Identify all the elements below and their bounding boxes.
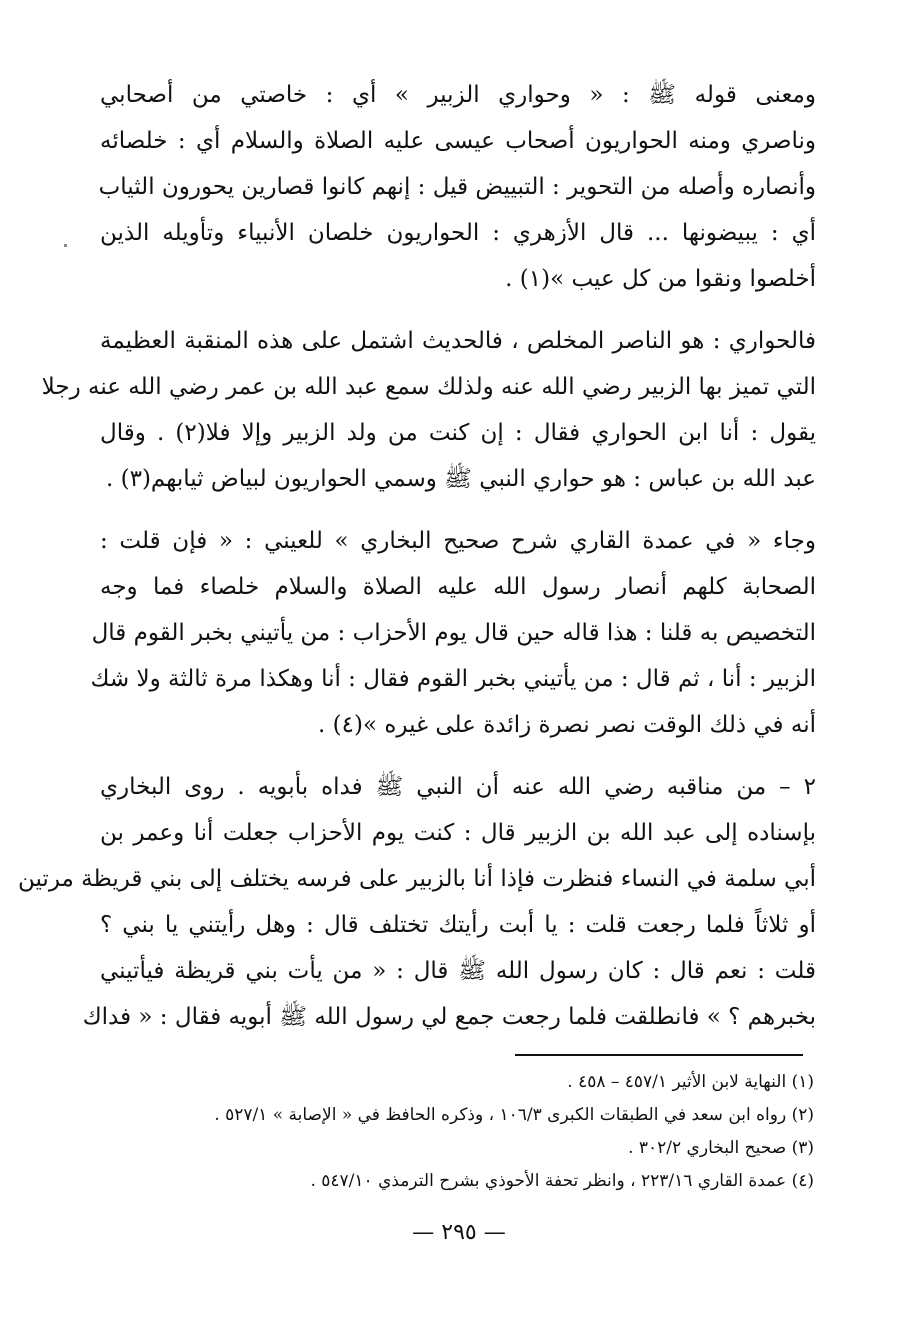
paragraph (41, 318, 816, 502)
text-line: الصحابة كلهم أنصار رسول الله عليه الصلاة والسلام خلصاء فما وجه (100, 574, 816, 600)
text-line: الزبير : أنا ، ثم قال : من يأتيني بخبر القوم فقال : أنا وهكذا مرة ثالثة ولا شك (90, 666, 816, 692)
text-line: أخلصوا ونقوا من كل عيب »(١) . (505, 266, 816, 292)
margin-dot (64, 244, 67, 247)
paragraph-gap (100, 502, 816, 518)
text-line: بخبرهم ؟ » فانطلقت فلما رجعت جمع لي رسول الله ﷺ أبويه فقال : « فداك (82, 1004, 816, 1030)
text-line: وأنصاره وأصله من التحوير : التبييض قيل : إنهم كانوا قصارين يحورون الثياب (98, 174, 816, 200)
main-text (17, 72, 816, 1040)
footnote: (١) النهاية لابن الأثير ٤٥٧/١ – ٤٥٨ . (567, 1072, 814, 1092)
text-line: التخصيص به قلنا : هذا قاله حين قال يوم الأحزاب : من يأتيني بخبر القوم قال (91, 620, 816, 646)
text-line: التي تميز بها الزبير رضي الله عنه ولذلك سمع عبد الله بن عمر رضي الله عنه رجلا (41, 374, 816, 400)
footnote: (٢) رواه ابن سعد في الطبقات الكبرى ١٠٦/٣ ، وذكره الحافظ في « الإصابة » ٥٢٧/١ . (214, 1105, 814, 1125)
text-line: قلت : نعم قال : كان رسول الله ﷺ قال : « من يأت بني قريظة فيأتيني (100, 958, 816, 984)
text-line: ومعنى قوله ﷺ : « وحواري الزبير » أي : خاصتي من أصحابي (100, 82, 816, 108)
footnote-divider (515, 1054, 803, 1056)
paragraph (17, 764, 816, 1040)
text-line: أو ثلاثاً فلما رجعت قلت : يا أبت رأيتك تختلف قال : وهل رأيتني يا بني ؟ (100, 912, 816, 938)
footnote: (٤) عمدة القاري ٢٢٣/١٦ ، وانظر تحفة الأحوذي بشرح الترمذي ٥٤٧/١٠ . (310, 1171, 814, 1191)
text-line: فالحواري : هو الناصر المخلص ، فالحديث اشتمل على هذه المنقبة العظيمة (100, 328, 816, 354)
footnote: (٣) صحيح البخاري ٣٠٢/٢ . (628, 1138, 814, 1158)
text-line: ٢ – من مناقبه رضي الله عنه أن النبي ﷺ فداه بأبويه . روى البخاري (100, 774, 816, 800)
text-line: وناصري ومنه الحواريون أصحاب عيسى عليه الصلاة والسلام أي : خلصائه (100, 128, 816, 154)
text-line: أي : يبيضونها ... قال الأزهري : الحواريون خلصان الأنبياء وتأويله الذين (100, 220, 816, 246)
page-number: — ٢٩٥ — (412, 1220, 506, 1245)
text-line: أنه في ذلك الوقت نصر نصرة زائدة على غيره »(٤) . (318, 712, 816, 738)
footnotes (114, 1066, 814, 1198)
text-line: أبي سلمة في النساء فنظرت فإذا أنا بالزبير على فرسه يختلف إلى بني قريظة مرتين (17, 866, 816, 892)
text-line: بإسناده إلى عبد الله بن الزبير قال : كنت يوم الأحزاب جعلت أنا وعمر بن (100, 820, 816, 846)
text-line: يقول : أنا ابن الحواري فقال : إن كنت من ولد الزبير وإلا فلا(٢) . وقال (100, 420, 816, 446)
paragraph-gap (100, 302, 816, 318)
text-line: عبد الله بن عباس : هو حواري النبي ﷺ وسمي الحواريون لبياض ثيابهم(٣) . (105, 466, 816, 492)
text-line: وجاء « في عمدة القاري شرح صحيح البخاري » للعيني : « فإن قلت : (100, 528, 816, 554)
paragraph-gap (100, 748, 816, 764)
paragraph (90, 518, 816, 748)
paragraph (100, 72, 816, 302)
